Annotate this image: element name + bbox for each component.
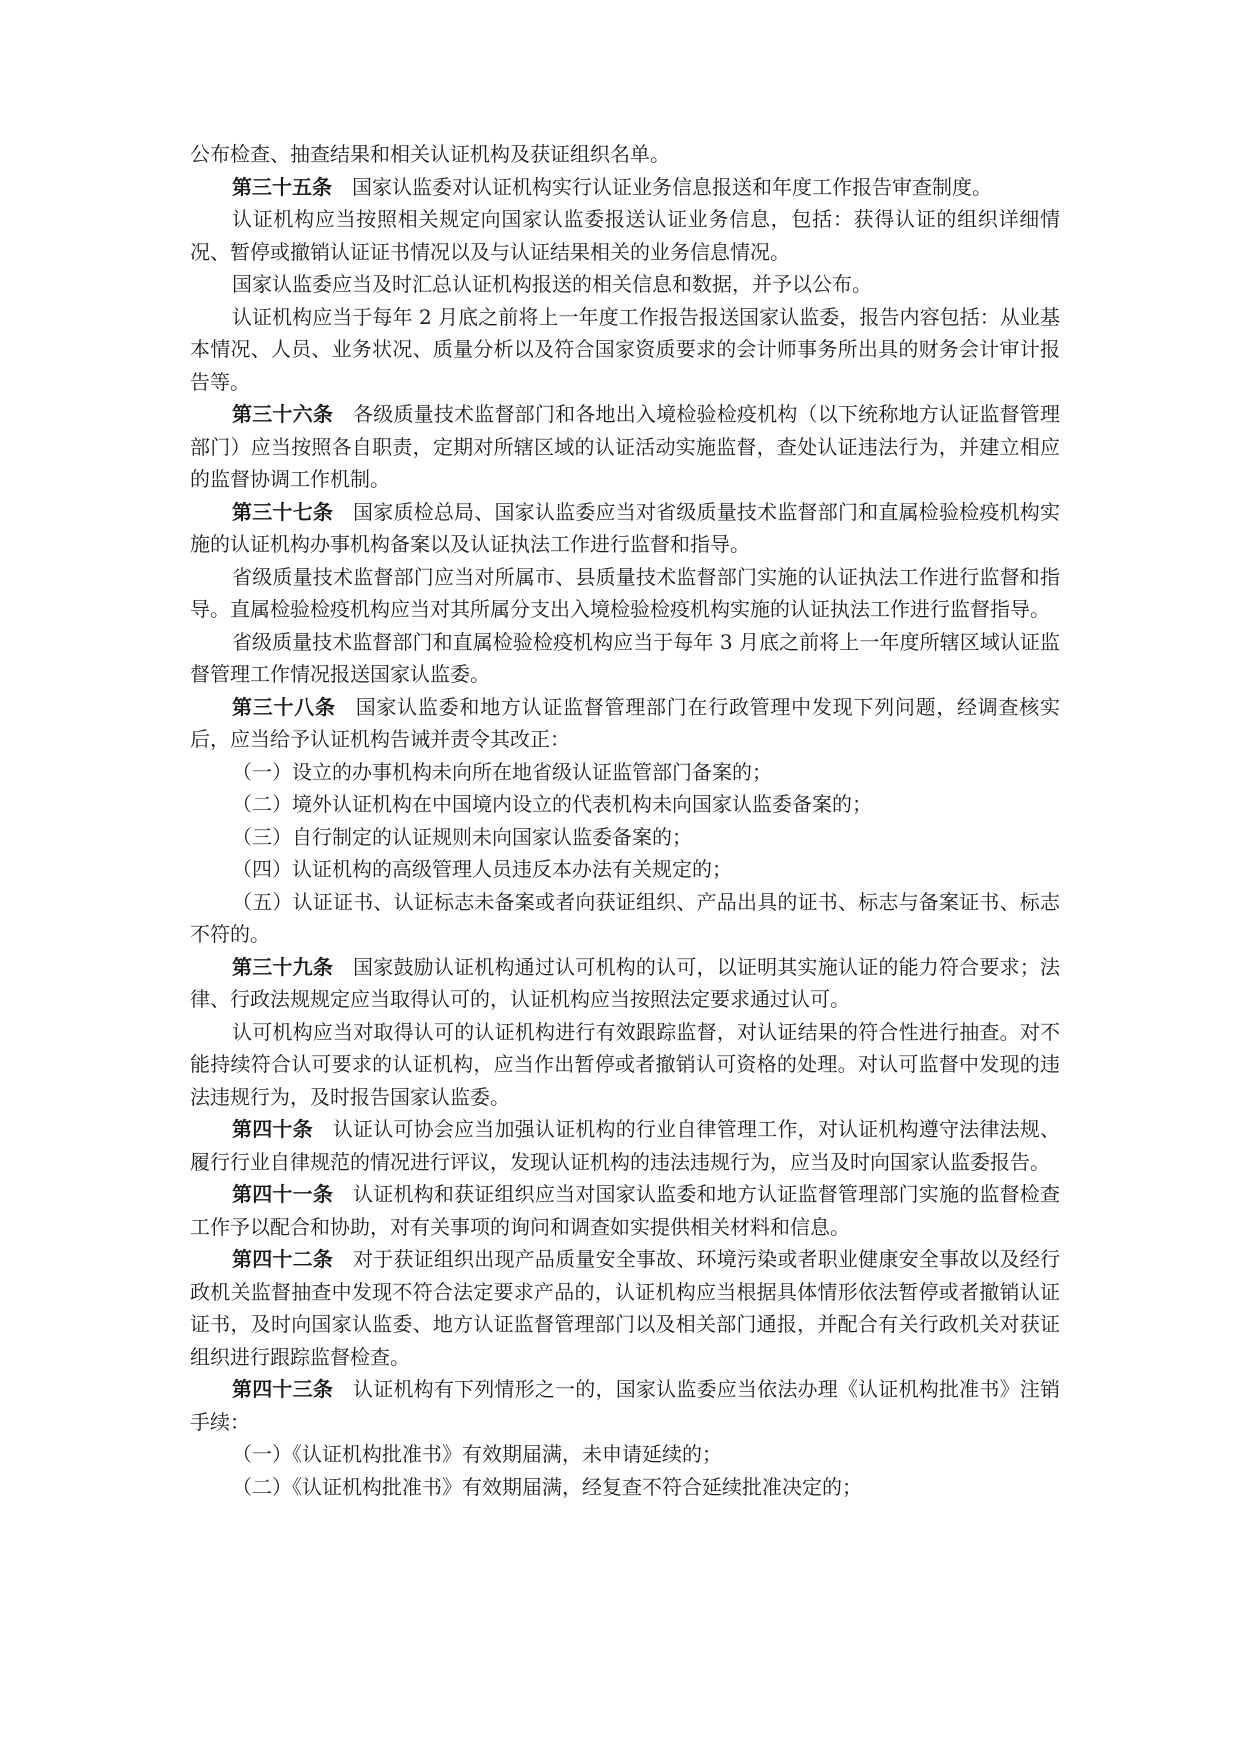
article-43 [190, 1373, 1060, 1438]
article-text: 认证认可协会应当加强认证机构的行业自律管理工作，对认证机构遵守法律法规、履行行业自律规范的情况进行评议，发现认证机构的违法违规行为，应当及时向国家认监委报告。 [190, 1117, 1061, 1174]
article-text: 国家认监委和地方认证监督管理部门在行政管理中发现下列问题，经调查核实后，应当给予认证机构告诫并责令其改正： [190, 694, 1061, 751]
list-item: （一）设立的办事机构未向所在地省级认证监管部门备案的； [232, 759, 772, 784]
article-text: 对于获证组织出现产品质量安全事故、环境污染或者职业健康安全事故以及经行政机关监督抽查中发现不符合法定要求产品的，认证机构应当根据具体情形依法暂停或者撤销认证证书，及时向国家认监委、地方认证监督管理部门以及相关部门通报，并配合有关行政机关对获证组织进行跟踪监督检查。 [190, 1247, 1061, 1369]
article-39 [190, 951, 1060, 1016]
article-number: 第三十七条 [232, 499, 334, 524]
list-item: （四）认证机构的高级管理人员违反本办法有关规定的； [232, 857, 732, 881]
article-number: 第三十八条 [232, 694, 336, 719]
list-item: （五）认证证书、认证标志未备案或者向获证组织、产品出具的证书、标志与备案证书、标志不符的。 [190, 889, 1060, 946]
article-number: 第三十五条 [232, 174, 332, 199]
article-number: 第三十九条 [232, 954, 334, 979]
article-number: 第三十六条 [232, 402, 334, 426]
article-40 [190, 1113, 1060, 1178]
article-text: 国家鼓励认证机构通过认可机构的认可，以证明其实施认证的能力符合要求；法律、行政法规规定应当取得认可的，认证机构应当按照法定要求通过认可。 [190, 954, 1061, 1011]
article-42 [190, 1243, 1060, 1373]
paragraph: 国家认监委应当及时汇总认证机构报送的相关信息和数据，并予以公布。 [232, 272, 872, 296]
article-38 [190, 691, 1060, 756]
document-page [190, 138, 1060, 1503]
paragraph: 省级质量技术监督部门应当对所属市、县质量技术监督部门实施的认证执法工作进行监督和指导。直属检验检疫机构应当对其所属分支出入境检验检疫机构实施的认证执法工作进行监督指导。 [190, 564, 1060, 621]
list-item: （二）《认证机构批准书》有效期届满，经复查不符合延续批准决定的； [232, 1474, 862, 1499]
article-text: 认证机构有下列情形之一的，国家认监委应当依法办理《认证机构批准书》注销手续： [190, 1377, 1061, 1434]
paragraph: 认证机构应当于每年 2 月底之前将上一年度工作报告报送国家认监委，报告内容包括：从业基本情况、人员、业务状况、质量分析以及符合国家资质要求的会计师事务所出具的财务会计审计报告等。 [190, 304, 1060, 394]
article-35 [190, 171, 1060, 204]
article-41 [190, 1178, 1060, 1243]
article-text: 国家质检总局、国家认监委应当对省级质量技术监督部门和直属检验检疫机构实施的认证机构办事机构备案以及认证执法工作进行监督和指导。 [190, 499, 1061, 556]
article-36 [190, 398, 1060, 496]
article-number: 第四十条 [232, 1117, 313, 1141]
article-number: 第四十一条 [232, 1182, 334, 1206]
paragraph: 省级质量技术监督部门和直属检验检疫机构应当于每年 3 月底之前将上一年度所辖区域认证监督管理工作情况报送国家认监委。 [190, 629, 1060, 686]
article-text: 国家认监委对认证机构实行认证业务信息报送和年度工作报告审查制度。 [352, 174, 992, 199]
article-37 [190, 496, 1060, 561]
article-number: 第四十二条 [232, 1247, 334, 1271]
list-item: （二）境外认证机构在中国境内设立的代表机构未向国家认监委备案的； [232, 792, 872, 816]
paragraph: 公布检查、抽查结果和相关认证机构及获证组织名单。 [190, 142, 670, 166]
paragraph: 认证机构应当按照相关规定向国家认监委报送认证业务信息，包括：获得认证的组织详细情况、暂停或撤销认证证书情况以及与认证结果相关的业务信息情况。 [190, 207, 1060, 264]
paragraph: 认可机构应当对取得认可的认证机构进行有效跟踪监督，对认证结果的符合性进行抽查。对不能持续符合认可要求的认证机构，应当作出暂停或者撤销认可资格的处理。对认可监督中发现的违法违规行为，及时报告国家认监委。 [190, 1019, 1060, 1109]
list-item: （三）自行制定的认证规则未向国家认监委备案的； [232, 824, 692, 849]
article-text: 认证机构和获证组织应当对国家认监委和地方认证监督管理部门实施的监督检查工作予以配合和协助，对有关事项的询问和调查如实提供相关材料和信息。 [190, 1182, 1061, 1239]
article-number: 第四十三条 [232, 1377, 334, 1401]
article-text: 各级质量技术监督部门和各地出入境检验检疫机构（以下统称地方认证监督管理部门）应当按照各自职责，定期对所辖区域的认证活动实施监督，查处认证违法行为，并建立相应的监督协调工作机制。 [190, 402, 1061, 491]
list-item: （一）《认证机构批准书》有效期届满，未申请延续的； [232, 1442, 722, 1466]
